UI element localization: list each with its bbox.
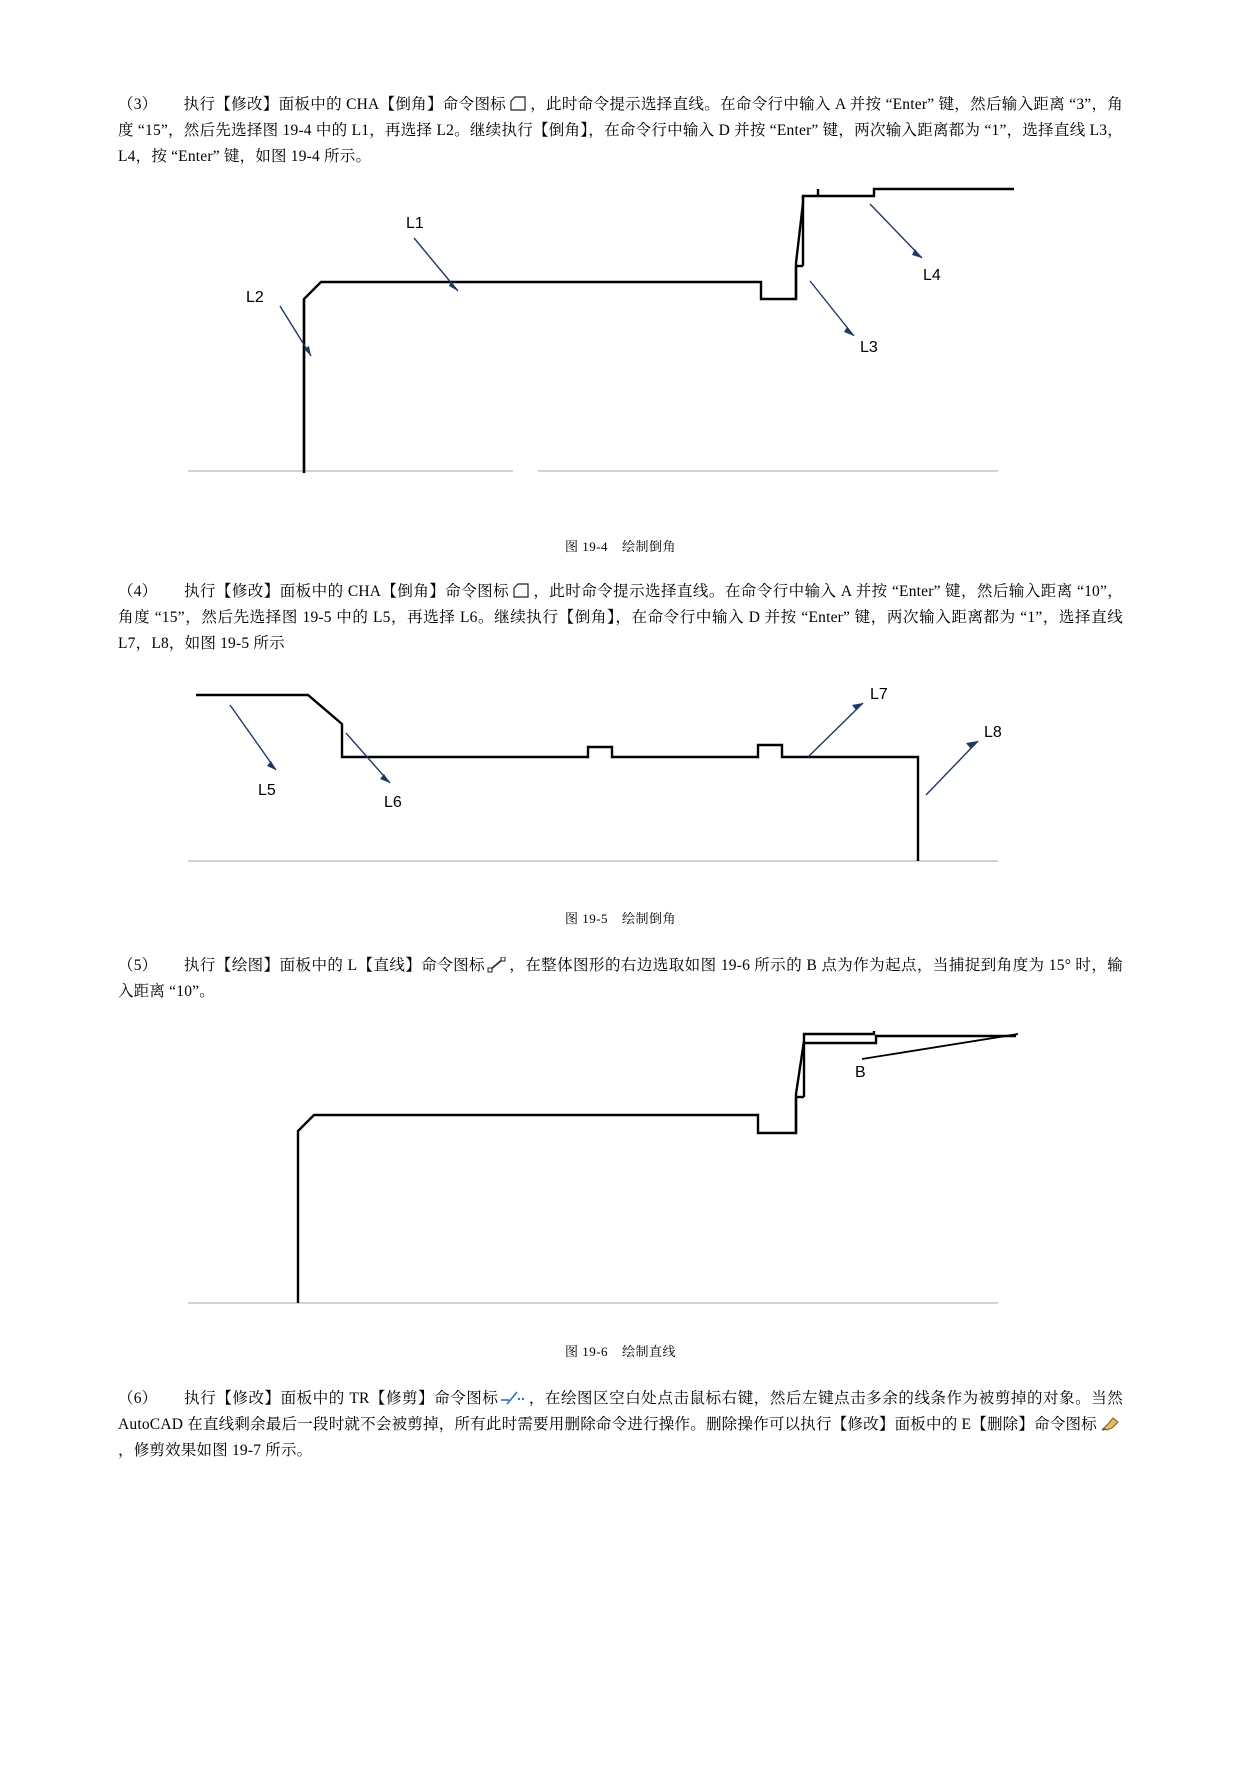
figure-19-6-caption bbox=[118, 1341, 1123, 1360]
label-B: B bbox=[855, 1063, 866, 1081]
paragraph-text-b: ，在整体图形的右边选取如图 19-6 所示的 B 点为作为起点，当捕捉到角度为 15° 时，输入距离 “10”。 bbox=[118, 956, 1123, 1000]
figure-19-4 bbox=[118, 186, 1123, 555]
figure-19-4-drawing bbox=[118, 186, 1123, 526]
paragraph-text-b: ，此时命令提示选择直线。在命令行中输入 A 并按 “Enter” 键，然后输入距离 “10”，角度 “15”，然后先选择图 19-5 中的 L5，再选择 L6。继续执行【倒角】，在命令行中输入 D 并按 “Enter” 键，两次输入距离都为 “1”，选择直线 L7，L8，如图 19-5 所示 bbox=[118, 582, 1124, 652]
erase-icon bbox=[1099, 1416, 1121, 1432]
label-L8: L8 bbox=[984, 723, 1002, 741]
chamfer-icon bbox=[511, 583, 531, 599]
figure-19-5-caption bbox=[118, 908, 1123, 927]
figure-19-5-caption-title: 绘制倒角 bbox=[622, 910, 677, 926]
label-L4: L4 bbox=[923, 266, 941, 284]
figure-19-4-caption-title: 绘制倒角 bbox=[622, 538, 677, 554]
label-L6: L6 bbox=[384, 793, 402, 811]
paragraph-step4 bbox=[118, 579, 1123, 657]
paragraph-number: （4） bbox=[118, 582, 158, 600]
trim-icon bbox=[500, 1390, 526, 1406]
label-L5: L5 bbox=[258, 781, 276, 799]
label-L3: L3 bbox=[860, 338, 878, 356]
document-page bbox=[0, 92, 1241, 1776]
paragraph-number: （3） bbox=[118, 96, 158, 113]
label-L2: L2 bbox=[246, 288, 264, 306]
paragraph-number: （5） bbox=[118, 956, 158, 974]
chamfer-icon bbox=[508, 96, 528, 112]
figure-19-5-caption-number: 图 19-5 bbox=[564, 910, 609, 926]
paragraph-text-a: 执行【修改】面板中的 CHA【倒角】命令图标 bbox=[183, 96, 507, 113]
paragraph-text-b: ，此时命令提示选择直线。在命令行中输入 A 并按 “Enter” 键，然后输入距离 “3”，角度 “15”，然后先选择图 19-4 中的 L1，再选择 L2。继续执行【倒角】，在命令行中输入 D 并按 “Enter” 键，两次输入距离都为 “1”，选择直线 L3，L4，按 “Enter” 键，如图 19-4 所示。 bbox=[118, 96, 1123, 165]
figure-19-4-caption bbox=[118, 536, 1123, 555]
figure-19-6-drawing bbox=[118, 1031, 1123, 1331]
figure-19-6-caption-number: 图 19-6 bbox=[564, 1343, 609, 1359]
line-icon bbox=[487, 957, 507, 973]
label-L1: L1 bbox=[406, 214, 424, 232]
paragraph-text-a: 执行【绘图】面板中的 L【直线】命令图标 bbox=[183, 956, 486, 974]
paragraph-step6 bbox=[118, 1386, 1123, 1464]
figure-19-5 bbox=[118, 685, 1123, 927]
paragraph-step5 bbox=[118, 953, 1123, 1005]
figure-19-6 bbox=[118, 1031, 1123, 1360]
figure-19-6-caption-title: 绘制直线 bbox=[622, 1343, 677, 1359]
paragraph-text-b: ，在绘图区空白处点击鼠标右键，然后左键点击多余的线条作为被剪掉的对象。当然 AutoCAD 在直线剩余最后一段时就不会被剪掉，所有此时需要用删除命令进行操作。删除操作可以执行【修改】面板中的 E【删除】命令图标 bbox=[118, 1389, 1124, 1433]
label-L7: L7 bbox=[870, 685, 888, 703]
figure-19-5-drawing bbox=[118, 685, 1123, 900]
paragraph-text-c: ，修剪效果如图 19-7 所示。 bbox=[118, 1441, 313, 1459]
paragraph-text-a: 执行【修改】面板中的 TR【修剪】命令图标 bbox=[183, 1389, 499, 1407]
paragraph-step3 bbox=[118, 92, 1123, 170]
figure-19-4-caption-number: 图 19-4 bbox=[564, 538, 609, 554]
paragraph-text-a: 执行【修改】面板中的 CHA【倒角】命令图标 bbox=[183, 582, 510, 600]
paragraph-number: （6） bbox=[118, 1389, 158, 1407]
